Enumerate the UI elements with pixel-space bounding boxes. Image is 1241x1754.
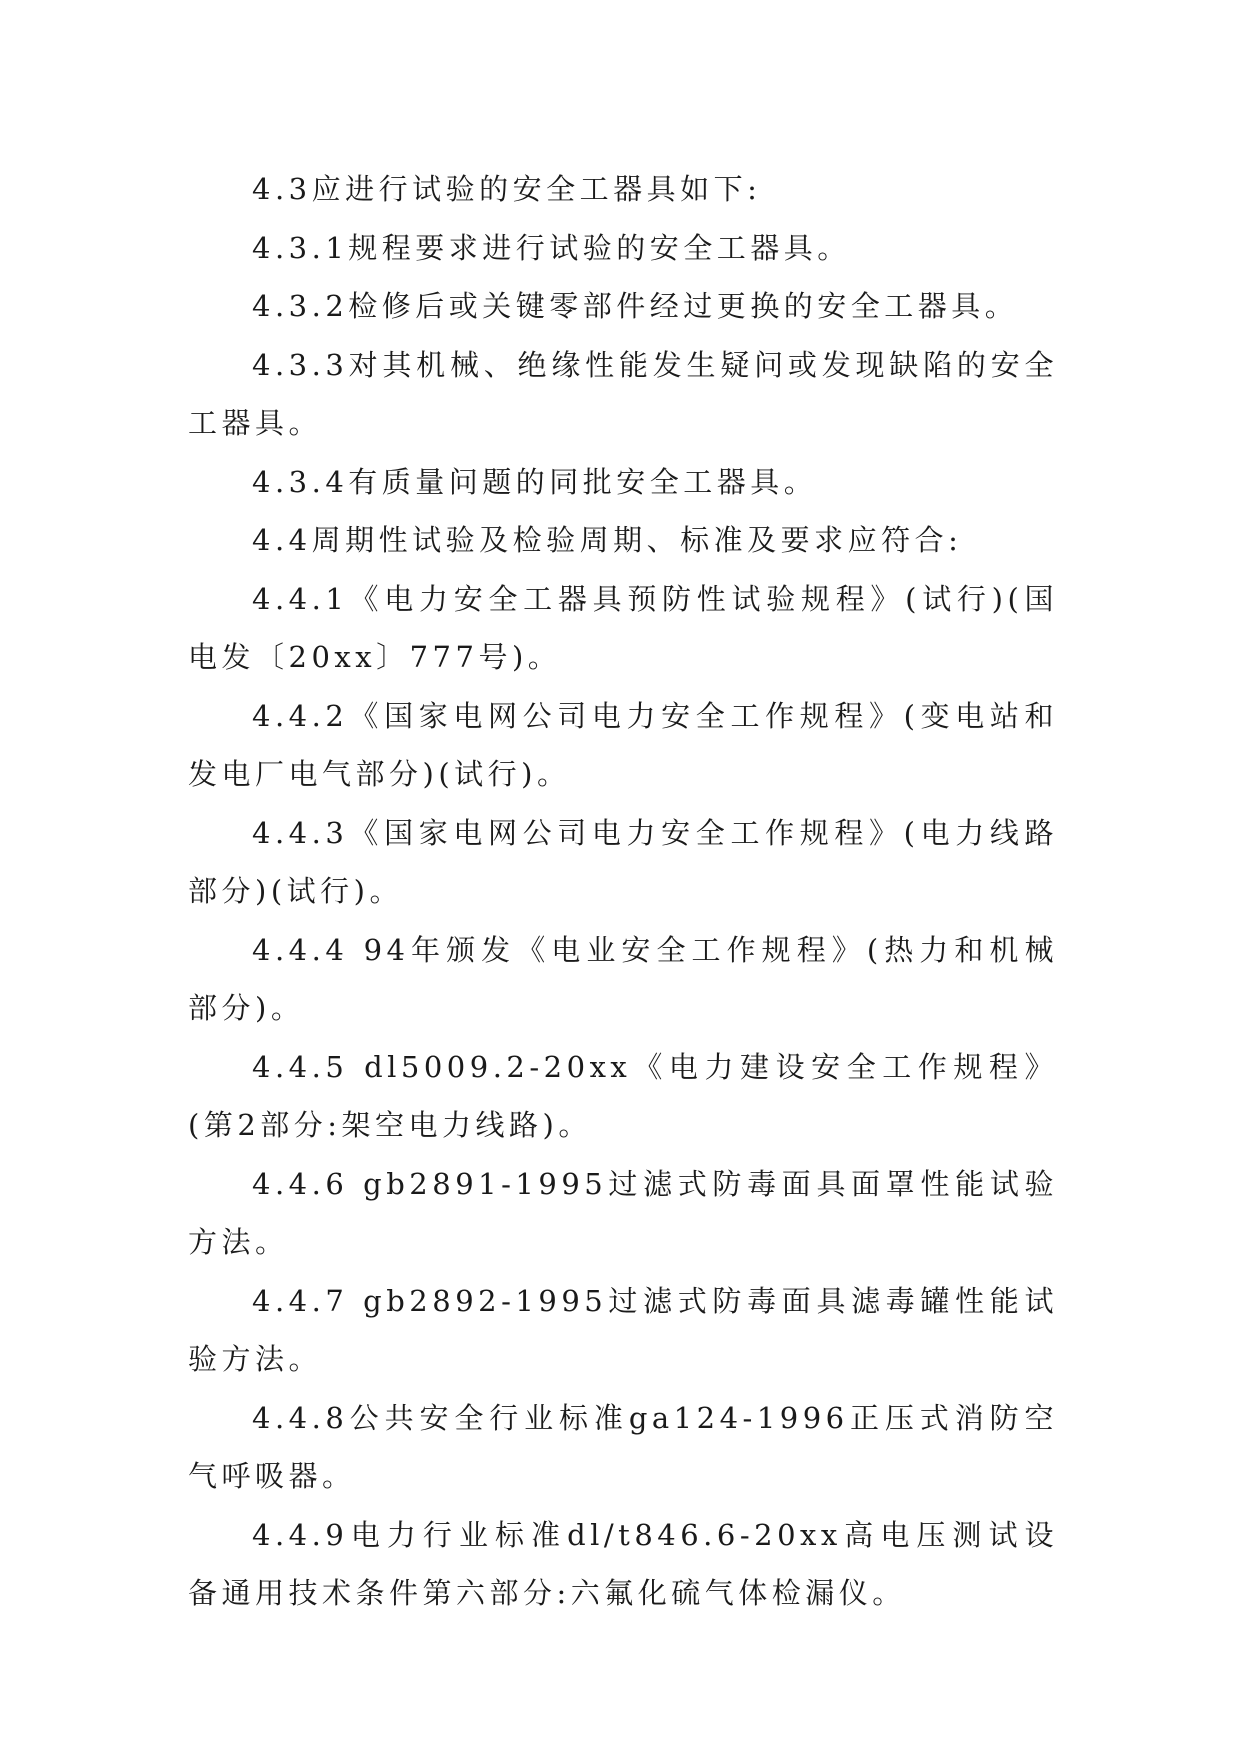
paragraph-4-4-4: 4.4.4 94年颁发《电业安全工作规程》(热力和机械部分)。 (188, 932, 1058, 1025)
paragraph-4-3-3: 4.3.3对其机械、绝缘性能发生疑问或发现缺陷的安全工器具。 (188, 347, 1058, 440)
paragraph-4-3-1: 4.3.1规程要求进行试验的安全工器具。 (252, 230, 851, 265)
paragraph-4-4-3: 4.4.3《国家电网公司电力安全工作规程》(电力线路部分)(试行)。 (188, 815, 1058, 908)
paragraph-4-3-2: 4.3.2检修后或关键零部件经过更换的安全工器具。 (252, 289, 1019, 323)
paragraph-4-4-5: 4.4.5 dl5009.2-20xx《电力建设安全工作规程》(第2部分:架空电力线路)。 (188, 1049, 1058, 1142)
paragraph-4-4-7: 4.4.7 gb2892-1995过滤式防毒面具滤毒罐性能试验方法。 (188, 1283, 1058, 1376)
document-body (188, 160, 1058, 1623)
paragraph-4-4-1: 4.4.1《电力安全工器具预防性试验规程》(试行)(国电发〔20xx〕777号)。 (188, 581, 1058, 674)
paragraph-4-4-8: 4.4.8公共安全行业标准ga124-1996正压式消防空气呼吸器。 (188, 1400, 1058, 1493)
paragraph-4-3-4: 4.3.4有质量问题的同批安全工器具。 (252, 464, 818, 499)
paragraph-4-4-2: 4.4.2《国家电网公司电力安全工作规程》(变电站和发电厂电气部分)(试行)。 (188, 698, 1058, 791)
paragraph-4-3: 4.3应进行试验的安全工器具如下: (252, 172, 762, 206)
paragraph-4-4: 4.4周期性试验及检验周期、标准及要求应符合: (252, 523, 963, 557)
paragraph-4-4-9: 4.4.9电力行业标准dl/t846.6-20xx高电压测试设备通用技术条件第六部分:六氟化硫气体检漏仪。 (188, 1517, 1058, 1610)
paragraph-4-4-6: 4.4.6 gb2891-1995过滤式防毒面具面罩性能试验方法。 (188, 1166, 1058, 1259)
